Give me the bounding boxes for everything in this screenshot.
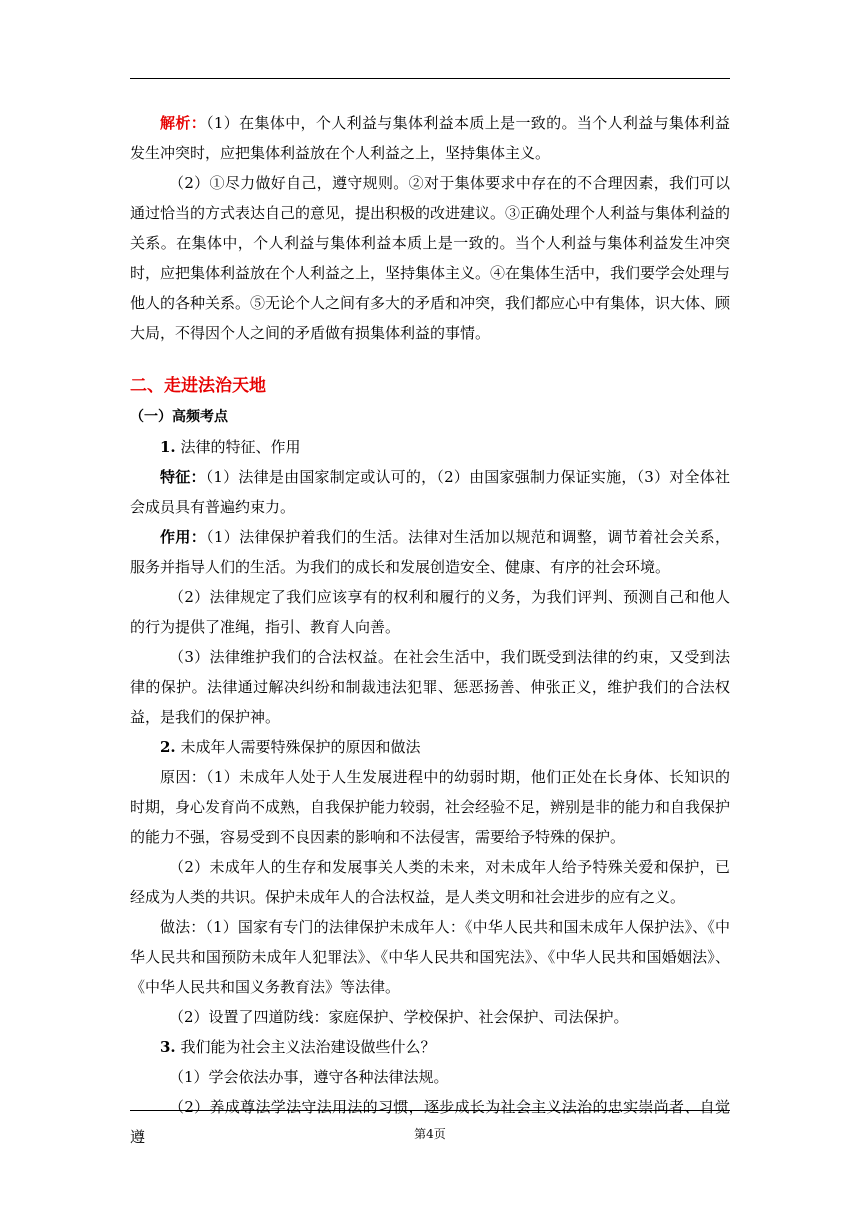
point1-heading <box>130 432 730 462</box>
analysis-p1 <box>130 108 730 168</box>
point2-method-2: （2）设置了四道防线：家庭保护、学校保护、社会保护、司法保护。 <box>169 1008 629 1026</box>
point3-item-2: （2）养成尊法学法守法用法的习惯，逐步成长为社会主义法治的忠实崇尚者、自觉遵 <box>130 1098 730 1146</box>
role-text: （1）法律保护着我们的生活。法律对生活加以规范和调整，调节着社会关系，服务并指导人们的生活。为我们的成长和发展创造安全、健康、有序的社会环境。 <box>130 528 730 576</box>
point2-method-1: 做法：（1）国家有专门的法律保护未成年人：《中华人民共和国未成年人保护法》、《中华人民共和国预防未成年人犯罪法》、《中华人民共和国宪法》、《中华人民共和国婚姻法》、《中华人民共和国义务教育法》等法律。 <box>130 918 730 996</box>
analysis-label: 解析： <box>160 114 207 132</box>
point2-title: 未成年人需要特殊保护的原因和做法 <box>180 738 421 756</box>
feature-text: （1）法律是由国家制定或认可的，（2）由国家强制力保证实施，（3）对全体社会成员具有普遍约束力。 <box>130 468 730 516</box>
point3-title: 我们能为社会主义法治建设做些什么？ <box>180 1038 436 1056</box>
footer-rule <box>130 1110 730 1111</box>
point2-reason-1: 原因：（1）未成年人处于人生发展进程中的幼弱时期，他们正处在长身体、长知识的时期，身心发育尚不成熟，自我保护能力较弱，社会经验不足，辨别是非的能力和自我保护的能力不强，容易受到不良因素的影响和不法侵害，需要给予特殊的保护。 <box>130 768 731 846</box>
point1-role <box>130 522 730 582</box>
point3-num: 3. <box>160 1038 176 1056</box>
point1-role-3: （3）法律维护我们的合法权益。在社会生活中，我们既受到法律的约束，又受到法律的保护。法律通过解决纠纷和制裁违法犯罪、惩恶扬善、伸张正义，维护我们的合法权益，是我们的保护神。 <box>130 648 730 726</box>
point1-num: 1. <box>160 438 176 456</box>
section-subtitle: （一）高频考点 <box>130 409 228 425</box>
header-rule <box>130 78 730 79</box>
point2-num: 2. <box>160 738 176 756</box>
analysis-p1-text: （1）在集体中，个人利益与集体利益本质上是一致的。当个人利益与集体利益发生冲突时，应把集体利益放在个人利益之上，坚持集体主义。 <box>130 114 730 162</box>
point1-role-2: （2）法律规定了我们应该享有的权利和履行的义务，为我们评判、预测自己和他人的行为提供了准绳，指引、教育人向善。 <box>130 588 730 636</box>
page-content <box>130 108 730 1152</box>
point3-heading <box>130 1032 730 1062</box>
point1-title: 法律的特征、作用 <box>180 438 301 456</box>
section-title: 二、走进法治天地 <box>130 376 266 396</box>
feature-label: 特征： <box>160 468 206 486</box>
point3-item-1: （1）学会依法办事，遵守各种法律法规。 <box>169 1068 449 1086</box>
page-number: 第4页 <box>414 1127 446 1141</box>
point1-feature <box>130 462 730 522</box>
point2-reason-2: （2）未成年人的生存和发展事关人类的未来，对未成年人给予特殊关爱和保护，已经成为人类的共识。保护未成年人的合法权益，是人类文明和社会进步的应有之义。 <box>130 858 730 906</box>
analysis-p2: （2）①尽力做好自己，遵守规则。②对于集体要求中存在的不合理因素，我们可以通过恰当的方式表达自己的意见，提出积极的改进建议。③正确处理个人利益与集体利益的关系。在集体中，个人利益与集体利益本质上是一致的。当个人利益与集体利益发生冲突时，应把集体利益放在个人利益之上，坚持集体主义。④在集体生活中，我们要学会处理与他人的各种关系。⑤无论个人之间有多大的矛盾和冲突，我们都应心中有集体，识大体、顾大局，不得因个人之间的矛盾做有损集体利益的事情。 <box>130 174 731 342</box>
role-label: 作用： <box>160 528 207 546</box>
point2-heading <box>130 732 730 762</box>
